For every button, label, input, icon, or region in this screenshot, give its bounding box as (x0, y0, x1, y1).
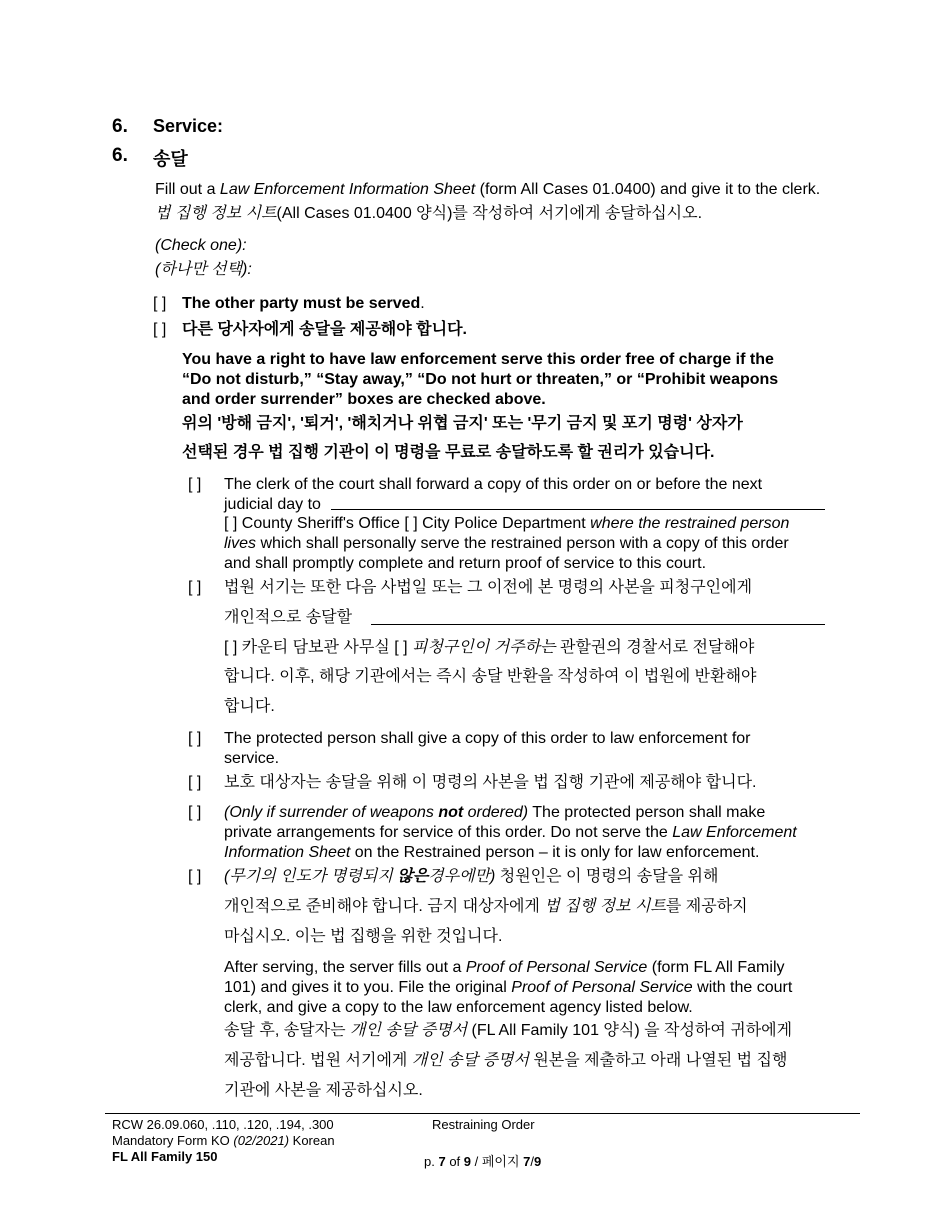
clerk-forward-en-2: judicial day to (224, 496, 321, 513)
protected-give-en-1: The protected person shall give a copy of this order to law enforcement for (224, 730, 751, 747)
intro-en: Fill out a Law Enforcement Information Sheet (form All Cases 01.0400) and give it to the clerk. (155, 181, 821, 198)
section-title: Service: (153, 116, 224, 136)
footer-mandatory: Mandatory Form KO (02/2021) Korean (112, 1133, 335, 1148)
protected-give-checkbox-ko[interactable]: [ ] (188, 774, 202, 791)
private-service-en-3: Information Sheet on the Restrained person – it is only for law enforcement. (224, 844, 760, 861)
after-serving-ko-1: 송달 후, 송달자는 개인 송달 증명서 (FL All Family 101 양식) 을 작성하여 귀하에게 (224, 1022, 793, 1039)
private-service-en-1: (Only if surrender of weapons not ordered) The protected person shall make (224, 804, 766, 821)
clerk-forward-checkbox[interactable]: [ ] (188, 476, 202, 493)
send-date-blank-ko[interactable] (371, 624, 825, 625)
private-service-ko-1: (무기의 인도가 명령되지 않은경우에만) 청원인은 이 명령의 송달을 위해 (224, 868, 719, 885)
private-service-checkbox[interactable]: [ ] (188, 804, 202, 821)
section-number: 6. (112, 116, 128, 137)
clerk-forward-checkbox-ko[interactable]: [ ] (188, 579, 202, 596)
clerk-forward-ko-1: 법원 서기는 또한 다음 사법일 또는 그 이전에 본 명령의 사본을 피청구인에게 (224, 579, 753, 596)
check-one-ko: (하나만 선택): (155, 261, 252, 278)
intro-ko: 법 집행 정보 시트(All Cases 01.0400 양식)를 작성하여 서기에게 송달하십시오. (155, 205, 703, 222)
clerk-forward-ko-4: 합니다. 이후, 해당 기관에서는 즉시 송달 반환을 작성하여 이 법원에 반환해야 (224, 668, 757, 685)
section-number-ko: 6. (112, 145, 128, 166)
opt1-checkbox[interactable]: [ ] (153, 295, 167, 312)
after-serving-en-1: After serving, the server fills out a Proof of Personal Service (form FL All Family (224, 959, 785, 976)
footer-doc-title: Restraining Order (432, 1117, 535, 1132)
clerk-forward-ko-5: 합니다. (224, 698, 275, 715)
right-notice-en-1: You have a right to have law enforcement serve this order free of charge if the (182, 351, 774, 368)
judicial-day-blank[interactable] (331, 509, 825, 510)
right-notice-ko-1: 위의 '방해 금지', '퇴거', '해치거나 위협 금지' 또는 '무기 금지 및 포기 명령' 상자가 (182, 415, 743, 432)
right-notice-en-2: “Do not disturb,” “Stay away,” “Do not hurt or threaten,” or “Prohibit weapons (182, 371, 779, 388)
after-serving-en-2: 101) and gives it to you. File the original Proof of Personal Service with the court (224, 979, 793, 996)
clerk-forward-en-4: lives which shall personally serve the restrained person with a copy of this order (224, 535, 789, 552)
private-service-en-2: private arrangements for service of this order. Do not serve the Law Enforcement (224, 824, 797, 841)
clerk-forward-en-3: [ ] County Sheriff's Office [ ] City Police Department where the restrained person (224, 515, 790, 532)
protected-give-checkbox[interactable]: [ ] (188, 730, 202, 747)
footer-form-id: FL All Family 150 (112, 1149, 218, 1164)
footer-page: p. 7 of 9 / 페이지 7/9 (424, 1154, 542, 1169)
opt1-ko: 다른 당사자에게 송달을 제공해야 합니다. (182, 321, 467, 338)
after-serving-ko-3: 기관에 사본을 제공하십시오. (224, 1082, 423, 1099)
after-serving-ko-2: 제공합니다. 법원 서기에게 개인 송달 증명서 원본을 제출하고 아래 나열된 법 집행 (224, 1052, 788, 1069)
protected-give-en-2: service. (224, 750, 280, 767)
check-one-en: (Check one): (155, 237, 247, 254)
clerk-forward-ko-3: [ ] 카운티 담보관 사무실 [ ] 피청구인이 거주하는 관할권의 경찰서로 전달해야 (224, 639, 755, 656)
clerk-forward-en-5: and shall promptly complete and return proof of service to this court. (224, 555, 707, 572)
section-title-ko: 송달 (153, 149, 188, 169)
footer-rule (105, 1113, 860, 1114)
clerk-forward-en-1: The clerk of the court shall forward a copy of this order on or before the next (224, 476, 763, 493)
private-service-ko-2: 개인적으로 준비해야 합니다. 금지 대상자에게 법 집행 정보 시트를 제공하지 (224, 898, 748, 915)
right-notice-ko-2: 선택된 경우 법 집행 기관이 이 명령을 무료로 송달하도록 할 권리가 있습니다. (182, 444, 715, 461)
private-service-ko-3: 마십시오. 이는 법 집행을 위한 것입니다. (224, 928, 503, 945)
opt1-checkbox-ko[interactable]: [ ] (153, 321, 167, 338)
private-service-checkbox-ko[interactable]: [ ] (188, 868, 202, 885)
opt1-en: The other party must be served. (182, 295, 425, 312)
after-serving-en-3: clerk, and give a copy to the law enforcement agency listed below. (224, 999, 693, 1016)
protected-give-ko: 보호 대상자는 송달을 위해 이 명령의 사본을 법 집행 기관에 제공해야 합니다. (224, 774, 757, 791)
footer-rcw: RCW 26.09.060, .110, .120, .194, .300 (112, 1117, 334, 1132)
right-notice-en-3: and order surrender” boxes are checked above. (182, 391, 546, 408)
clerk-forward-ko-2: 개인적으로 송달할 (224, 609, 353, 626)
